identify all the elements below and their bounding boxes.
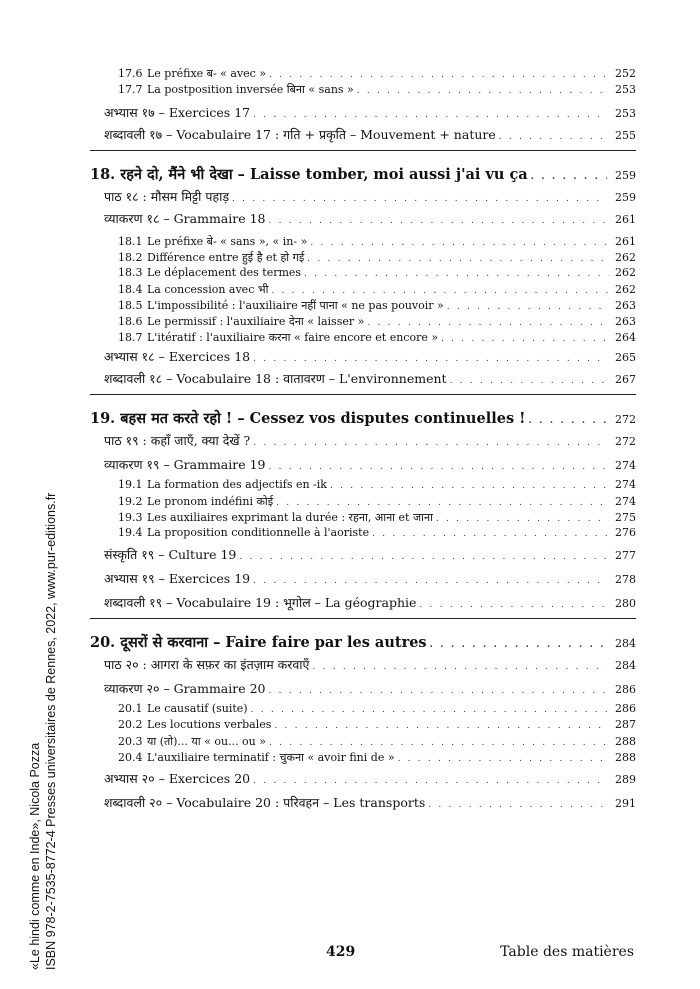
- toc-section: [104, 680, 636, 697]
- toc-title: L'impossibilité : l'auxiliaire नहीं पाना « ne pas pouvoir »: [147, 299, 444, 312]
- toc-section: [104, 656, 636, 673]
- toc-page-number: 265: [615, 351, 636, 364]
- toc-page-number: 262: [615, 266, 636, 279]
- toc-section: [104, 794, 636, 811]
- toc-page-number: 288: [615, 751, 636, 764]
- toc-title: शब्दावली १८ – Vocabulaire 18 : वातावरण – L'environnement: [104, 371, 447, 386]
- toc-title: 20. दूसरों से करवाना – Faire faire par les autres: [90, 634, 427, 651]
- dot-leader: [419, 595, 607, 610]
- toc-number: 20.2: [118, 718, 143, 731]
- dot-leader: [232, 189, 607, 204]
- toc-page-number: 272: [615, 435, 636, 448]
- toc-number: 18.2: [118, 251, 143, 264]
- toc-subsection: [118, 510, 636, 525]
- copyright-sidebar: [28, 460, 68, 980]
- toc-section: [104, 348, 636, 365]
- dot-leader: [441, 331, 609, 344]
- toc-title: Le pronom indéfini कोई: [147, 495, 274, 508]
- dot-leader: [271, 283, 609, 296]
- toc-number: 18.5: [118, 299, 143, 312]
- toc-title: Les auxiliaires exprimant la durée : रहना, आना et जाना: [147, 511, 433, 524]
- toc-number: 19.2: [118, 495, 143, 508]
- toc-subsection: [118, 282, 636, 297]
- toc-subsection: [118, 494, 636, 509]
- toc-number: 19.4: [118, 526, 143, 539]
- toc-title: अभ्यास २० – Exercices 20: [104, 771, 251, 786]
- dot-leader: [253, 105, 607, 120]
- toc-section: [104, 770, 636, 787]
- toc-subsection: [118, 234, 636, 249]
- toc-chapter: [90, 408, 636, 428]
- toc-title: Le préfixe ब- « avec »: [147, 67, 267, 80]
- toc-page-number: 253: [615, 107, 636, 120]
- toc-title: L'itératif : l'auxiliaire करना « faire encore et encore »: [147, 331, 439, 344]
- toc-page-number: 263: [615, 315, 636, 328]
- dot-leader: [307, 251, 609, 264]
- toc-page-number: 259: [615, 169, 636, 182]
- side-line-author: «Le hindi comme en Inde», Nicola Pozza: [28, 742, 42, 970]
- toc-title: पाठ १८ : मौसम मिट्टी पहाड़: [104, 189, 230, 204]
- toc-subsection: [118, 702, 636, 715]
- dot-leader: [529, 410, 607, 427]
- toc-title: Les locutions verbales: [147, 718, 272, 731]
- toc-title: पाठ १९ : कहाँ जाएँ, क्या देखें ?: [104, 433, 251, 448]
- toc-subsection: [118, 82, 636, 97]
- toc-subsection: [118, 66, 636, 81]
- dot-leader: [450, 371, 607, 386]
- toc-number: 18.6: [118, 315, 143, 328]
- toc-page-number: 289: [615, 773, 636, 786]
- toc-subsection: [118, 314, 636, 329]
- toc-title: अभ्यास १७ – Exercices 17: [104, 105, 251, 120]
- toc-page-number: 264: [615, 331, 636, 344]
- toc-title: शब्दावली १७ – Vocabulaire 17 : गति + प्रकृति – Mouvement + nature: [104, 127, 496, 142]
- toc-page-number: 261: [615, 213, 636, 226]
- chapter-divider: [90, 150, 636, 151]
- toc-chapter: [90, 164, 636, 184]
- toc-section: [104, 126, 636, 143]
- toc-title: अभ्यास १९ – Exercices 19: [104, 571, 251, 586]
- toc-page-number: 286: [615, 702, 636, 715]
- toc-page-number: 284: [615, 659, 636, 672]
- toc-title: La concession avec भी: [147, 283, 269, 296]
- toc-number: 20.4: [118, 751, 143, 764]
- toc-subsection: [118, 750, 636, 765]
- dot-leader: [274, 718, 609, 731]
- toc-section: [104, 370, 636, 387]
- toc-title: या (तो)... या « ou... ou »: [147, 735, 266, 748]
- dot-leader: [499, 127, 607, 142]
- toc-page-number: 261: [615, 235, 636, 248]
- toc-page-number: 272: [615, 413, 636, 426]
- dot-leader: [310, 235, 609, 248]
- dot-leader: [269, 211, 607, 226]
- toc-section: [104, 594, 636, 611]
- toc-number: 18.3: [118, 266, 143, 279]
- toc-title: संस्कृति १९ – Culture 19: [104, 547, 237, 562]
- toc-page-number: 284: [615, 637, 636, 650]
- dot-leader: [253, 771, 607, 786]
- toc-title: पाठ २० : आगरा के सफ़र का इंतज़ाम करवाएँ: [104, 657, 310, 672]
- dot-leader: [531, 166, 607, 183]
- toc-title: 18. रहने दो, मैंने भी देखा – Laisse tomber, moi aussi j'ai vu ça: [90, 166, 528, 183]
- toc-title: व्याकरण १८ – Grammaire 18: [104, 211, 266, 226]
- dot-leader: [357, 83, 609, 96]
- toc-title: La formation des adjectifs en -ik: [147, 478, 327, 491]
- dot-leader: [269, 67, 609, 80]
- toc-title: Différence entre हुई है et हो गई: [147, 251, 305, 264]
- toc-section: [104, 546, 636, 563]
- toc-subsection: [118, 526, 636, 539]
- toc-number: 20.3: [118, 735, 143, 748]
- toc-page-number: 278: [615, 573, 636, 586]
- toc-page-number: 262: [615, 283, 636, 296]
- toc-subsection: [118, 478, 636, 491]
- toc-title: व्याकरण १९ – Grammaire 19: [104, 457, 266, 472]
- toc-section: [104, 188, 636, 205]
- toc-section: [104, 210, 636, 227]
- toc-number: 18.7: [118, 331, 143, 344]
- dot-leader: [330, 478, 609, 491]
- chapter-divider: [90, 394, 636, 395]
- toc-page-number: 275: [615, 511, 636, 524]
- side-line-publisher: ISBN 978-2-7535-8772-4 Presses universitaires de Rennes, 2022, www.pur-editions.fr: [44, 492, 58, 970]
- toc-page-number: 274: [615, 495, 636, 508]
- toc-number: 18.4: [118, 283, 143, 296]
- toc-number: 19.1: [118, 478, 143, 491]
- toc-number: 17.7: [118, 83, 143, 96]
- toc-subsection: [118, 250, 636, 265]
- dot-leader: [304, 266, 609, 279]
- running-title: Table des matières: [500, 944, 634, 960]
- toc-page-number: 286: [615, 683, 636, 696]
- dot-leader: [239, 547, 607, 562]
- chapter-divider: [90, 618, 636, 619]
- toc-page-number: 291: [615, 797, 636, 810]
- toc-page-number: 274: [615, 459, 636, 472]
- dot-leader: [372, 526, 609, 539]
- toc-title: Le causatif (suite): [147, 702, 248, 715]
- dot-leader: [269, 735, 609, 748]
- dot-leader: [276, 495, 609, 508]
- toc-number: 17.6: [118, 67, 143, 80]
- dot-leader: [253, 571, 607, 586]
- dot-leader: [430, 634, 607, 651]
- toc-section: [104, 456, 636, 473]
- toc-subsection: [118, 266, 636, 279]
- toc-title: La postposition inversée बिना « sans »: [147, 83, 354, 96]
- toc-title: L'auxiliaire terminatif : चुकना « avoir fini de »: [147, 751, 395, 764]
- toc-title: शब्दावली १९ – Vocabulaire 19 : भूगोल – La géographie: [104, 595, 417, 610]
- toc-page-number: 262: [615, 251, 636, 264]
- toc-page-number: 277: [615, 549, 636, 562]
- dot-leader: [447, 299, 609, 312]
- toc-page-number: 253: [615, 83, 636, 96]
- toc-number: 19.3: [118, 511, 143, 524]
- toc-title: 19. बहस मत करते रहो ! – Cessez vos disputes continuelles !: [90, 410, 526, 427]
- dot-leader: [312, 657, 607, 672]
- toc-page-number: 288: [615, 735, 636, 748]
- toc-number: 20.1: [118, 702, 143, 715]
- toc-page-number: 280: [615, 597, 636, 610]
- toc-page-number: 252: [615, 67, 636, 80]
- toc-title: अभ्यास १८ – Exercices 18: [104, 349, 251, 364]
- toc-title: Le permissif : l'auxiliaire देना « laisser »: [147, 315, 365, 328]
- toc-page-number: 255: [615, 129, 636, 142]
- dot-leader: [436, 511, 609, 524]
- toc-title: La proposition conditionnelle à l'aoriste: [147, 526, 370, 539]
- toc-number: 18.1: [118, 235, 143, 248]
- dot-leader: [253, 433, 607, 448]
- toc-subsection: [118, 330, 636, 345]
- dot-leader: [251, 702, 609, 715]
- dot-leader: [398, 751, 609, 764]
- toc-page-number: 276: [615, 526, 636, 539]
- toc-page-number: 287: [615, 718, 636, 731]
- toc-page-number: 259: [615, 191, 636, 204]
- toc-page-number: 274: [615, 478, 636, 491]
- toc-page-number: 263: [615, 299, 636, 312]
- toc-subsection: [118, 734, 636, 749]
- toc-section: [104, 104, 636, 121]
- dot-leader: [269, 457, 607, 472]
- dot-leader: [428, 795, 607, 810]
- toc-title: Le préfixe बे- « sans », « in- »: [147, 235, 308, 248]
- toc-section: [104, 570, 636, 587]
- page-number: 429: [326, 944, 356, 960]
- toc-page-number: 267: [615, 373, 636, 386]
- toc-subsection: [118, 298, 636, 313]
- toc-subsection: [118, 718, 636, 731]
- dot-leader: [367, 315, 609, 328]
- toc-title: व्याकरण २० – Grammaire 20: [104, 681, 266, 696]
- toc-chapter: [90, 632, 636, 652]
- toc-title: Le déplacement des termes: [147, 266, 302, 279]
- toc-title: शब्दावली २० – Vocabulaire 20 : परिवहन – Les transports: [104, 795, 426, 810]
- dot-leader: [269, 681, 607, 696]
- dot-leader: [253, 349, 607, 364]
- toc-section: [104, 432, 636, 449]
